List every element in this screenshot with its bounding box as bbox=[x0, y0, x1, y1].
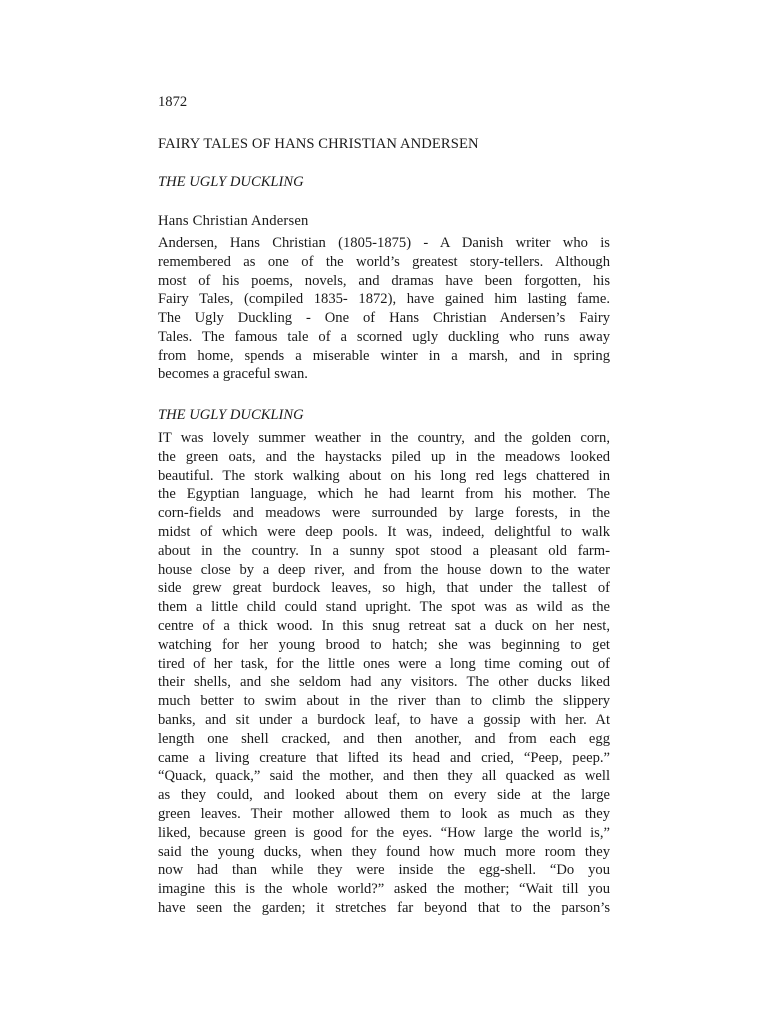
story-body-paragraph bbox=[158, 429, 610, 918]
body-line: liked, because green is good for the eyes. “How large the world is,” bbox=[158, 824, 610, 841]
body-line: watching for her young brood to hatch; she was beginning to get bbox=[158, 636, 610, 653]
body-line: came a living creature that lifted its head and cried, “Peep, peep.” bbox=[158, 749, 610, 766]
body-line: corn-fields and meadows were surrounded by large forests, in the bbox=[158, 505, 610, 522]
author-name: Hans Christian Andersen bbox=[158, 213, 309, 229]
intro-line: Fairy Tales, (compiled 1835- 1872), have gained him lasting fame. bbox=[158, 291, 610, 308]
body-line: tired of her task, for the little ones were a long time coming out of bbox=[158, 655, 610, 672]
body-line: have seen the garden; it stretches far beyond that to the parson’s bbox=[158, 899, 610, 916]
body-line: IT was lovely summer weather in the country, and the golden corn, bbox=[158, 430, 610, 446]
body-line: centre of a thick wood. In this snug retreat sat a duck on her nest, bbox=[158, 617, 610, 634]
body-line: them a little child could stand upright. The spot was as wild as the bbox=[158, 599, 610, 616]
story-heading: THE UGLY DUCKLING bbox=[158, 407, 304, 423]
body-line: imagine this is the whole world?” asked the mother; “Wait till you bbox=[158, 881, 610, 898]
body-line: green leaves. Their mother allowed them to look as much as they bbox=[158, 805, 610, 822]
body-line: much better to swim about in the river than to climb the slippery bbox=[158, 693, 610, 710]
body-line: banks, and sit under a burdock leaf, to have a gossip with her. At bbox=[158, 711, 610, 728]
intro-line: from home, spends a miserable winter in a marsh, and in spring bbox=[158, 347, 610, 364]
publication-year: 1872 bbox=[158, 94, 188, 110]
body-line: the Egyptian language, which he had learnt from his mother. The bbox=[158, 486, 610, 503]
body-line: beautiful. The stork walking about on his long red legs chattered in bbox=[158, 467, 610, 484]
body-line: about in the country. In a sunny spot stood a pleasant old farm- bbox=[158, 542, 610, 559]
intro-line: remembered as one of the world’s greatest story-tellers. Although bbox=[158, 253, 610, 270]
body-line: as they could, and looked about them on every side at the large bbox=[158, 787, 610, 804]
body-line: said the young ducks, when they found how much more room they bbox=[158, 843, 610, 860]
body-line: side grew great burdock leaves, so high, that under the tallest of bbox=[158, 580, 610, 597]
body-line: length one shell cracked, and then another, and from each egg bbox=[158, 730, 610, 747]
intro-paragraph bbox=[158, 234, 610, 384]
body-line: house close by a deep river, and from the house down to the water bbox=[158, 561, 610, 578]
body-line: now had than while they were inside the egg-shell. “Do you bbox=[158, 862, 610, 879]
intro-line: The Ugly Duckling - One of Hans Christian Andersen’s Fairy bbox=[158, 310, 610, 326]
intro-line: most of his poems, novels, and dramas have been forgotten, his bbox=[158, 272, 610, 289]
body-line: midst of which were deep pools. It was, indeed, delightful to walk bbox=[158, 523, 610, 540]
body-line: their shells, and she seldom had any visitors. The other ducks liked bbox=[158, 674, 610, 691]
intro-line: Tales. The famous tale of a scorned ugly duckling who runs away bbox=[158, 328, 610, 345]
collection-title: FAIRY TALES OF HANS CHRISTIAN ANDERSEN bbox=[158, 136, 479, 152]
intro-line: Andersen, Hans Christian (1805-1875) - A Danish writer who is bbox=[158, 235, 610, 251]
intro-line: becomes a graceful swan. bbox=[158, 366, 308, 383]
body-line: the green oats, and the haystacks piled up in the meadows looked bbox=[158, 448, 610, 465]
story-title: THE UGLY DUCKLING bbox=[158, 174, 304, 190]
body-line: “Quack, quack,” said the mother, and then they all quacked as well bbox=[158, 768, 610, 785]
